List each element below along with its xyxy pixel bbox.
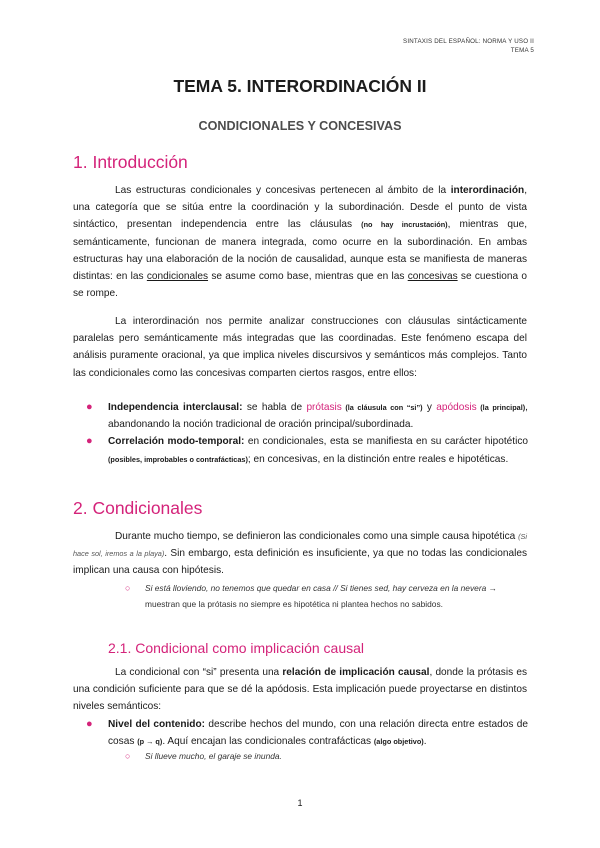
paragraph-condicionales-1: Durante mucho tiempo, se definieron las condicionales como una simple causa hipotética (Si hace sol, iremos a la playa). Sin embargo, esta definición es insuficiente, ya que no todas las condicionales implican una causa con hipótesis. xyxy=(73,531,527,577)
paragraph-intro-1: Las estructuras condicionales y concesivas pertenecen al ámbito de la interordinación, una categoría que se sitúa entre la coordinación y la subordinación. Desde el punto de vista sintáctico, presentan independencia entre las cláusulas (no hay incrustación), mientras que, semánticamente, funcionan de manera integrada, como ocurre en la subordinación. En ambas estructuras hay una elaboración de la noción de causalidad, aunque esta se manifiesta de maneras distintas: en las condicionales se asume como base, mientras que en las concesivas se cuestiona o se rompe. xyxy=(73,185,528,300)
paragraph-intro-2: La interordinación nos permite analizar construcciones con cláusulas sintácticamente paralelas pero semánticamente más integradas que las coordinadas. Este fenómeno escapa del análisis puramente oracional, ya que implica niveles discursivos y semánticos más complejos. Tanto las condicionales como las concesivas comparten ciertos rasgos, entre ellos: xyxy=(73,316,527,379)
bullet-icon: ● xyxy=(86,435,93,448)
example-item: ○ Si está lloviendo, no tenemos que quedar en casa // Si tienes sed, hay cerveza en la nevera → muestran que la prótasis no siempre es hipotética ni plantea hechos no sabidos. xyxy=(125,583,497,609)
bullet-icon: ● xyxy=(86,718,93,730)
section-heading-introduccion: 1. Introducción xyxy=(73,152,188,172)
circle-bullet-icon: ○ xyxy=(125,583,131,593)
list-item: ● Nivel del contenido: describe hechos del mundo, con una relación directa entre estados de cosas (p → q). Aquí encajan las condicionales contrafácticas (algo objetivo). xyxy=(86,718,528,748)
list-item: ● Independencia interclausal: se habla de prótasis (la cláusula con “si”) y apódosis (la principal), abandonando la noción tradicional de oración principal/subordinada. xyxy=(86,401,528,431)
example-item: ○ Si llueve mucho, el garaje se inunda. xyxy=(145,749,527,765)
circle-bullet-icon: ○ xyxy=(125,751,131,761)
page-title: TEMA 5. INTERORDINACIÓN II xyxy=(173,76,427,96)
list-item: ● Correlación modo-temporal: en condicionales, esta se manifiesta en su carácter hipotético (posibles, improbables o contrafácticas); en concesivas, en la distinción entre reales e hipotéticas. xyxy=(86,435,528,465)
example-list-2 xyxy=(125,749,527,765)
running-header-topic: TEMA 5 xyxy=(510,47,534,54)
paragraph-implicacion: La condicional con “si” presenta una relación de implicación causal, donde la prótasis es una condición suficiente para que se dé la apódosis. Esta implicación puede proyectarse en distintos niveles semánticos: xyxy=(73,667,527,713)
example-list xyxy=(125,581,527,612)
subsection-heading-implicacion: 2.1. Condicional como implicación causal xyxy=(108,640,365,656)
page-subtitle: CONDICIONALES Y CONCESIVAS xyxy=(198,119,402,133)
running-header xyxy=(403,37,534,55)
level-list xyxy=(86,716,528,750)
bullet-icon: ● xyxy=(86,401,93,413)
page-number: 1 xyxy=(297,798,303,808)
feature-list xyxy=(86,399,528,468)
running-header-course: SINTAXIS DEL ESPAÑOL: NORMA Y USO II xyxy=(403,38,534,45)
section-heading-condicionales: 2. Condicionales xyxy=(73,498,203,518)
